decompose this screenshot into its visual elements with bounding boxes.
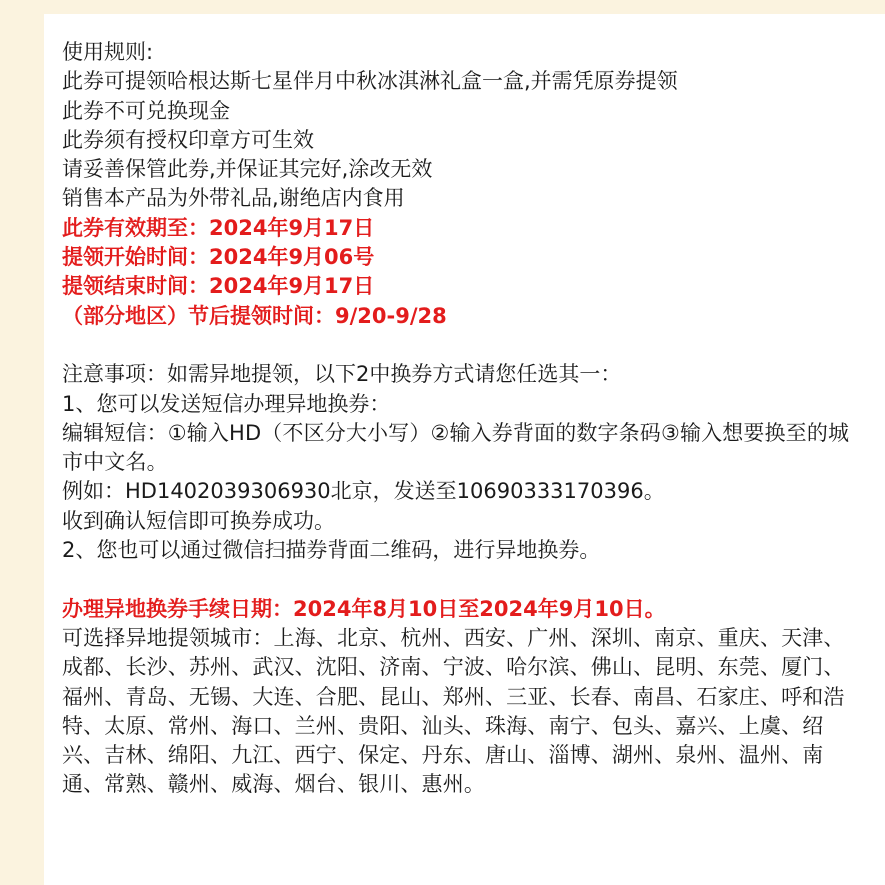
rule-item: 请妥善保管此券,并保证其完好,涂改无效: [62, 157, 433, 182]
rule-item: 此券可提领哈根达斯七星伴月中秋冰淇淋礼盒一盒,并需凭原券提领: [62, 69, 678, 94]
pickup-end-date: 提领结束时间：2024年9月17日: [62, 274, 375, 299]
wechat-option: 2、您也可以通过微信扫描券背面二维码，进行异地换券。: [62, 538, 601, 563]
rule-item: 此券不可兑换现金: [62, 98, 230, 123]
exchange-city-list: 可选择异地提领城市：上海、北京、杭州、西安、广州、深圳、南京、重庆、天津、成都、长沙、苏州、武汉、沈阳、济南、宁波、哈尔滨、佛山、昆明、东莞、厦门、福州、青岛、无锡、大连、合肥、昆山、郑州、三亚、长春、南昌、石家庄、呼和浩特、太原、常州、海口、兰州、贵阳、汕头、珠海、南宁、包头、嘉兴、上虞、绍兴、吉林、绵阳、九江、西宁、保定、丹东、唐山、淄博、湖州、泉州、温州、南通、常熟、赣州、威海、烟台、银川、惠州。: [62, 625, 845, 797]
rules-heading: 使用规则:: [62, 40, 154, 64]
coupon-terms: [62, 38, 862, 800]
validity-date: 此券有效期至：2024年9月17日: [62, 215, 375, 240]
sms-confirmation: 收到确认短信即可换券成功。: [62, 508, 335, 533]
rule-item: 此券须有授权印章方可生效: [62, 127, 314, 152]
notes-heading: 注意事项：如需异地提领，以下2中换券方式请您任选其一：: [62, 362, 622, 387]
rule-item: 销售本产品为外带礼品,谢绝店内食用: [62, 186, 405, 211]
sms-instructions: 编辑短信：①输入HD（不区分大小写）②输入券背面的数字条码③输入想要换至的城市中文名。: [62, 420, 850, 475]
spacer: [62, 565, 862, 594]
spacer: [62, 331, 862, 360]
sms-option: 1、您可以发送短信办理异地换券：: [62, 391, 391, 416]
exchange-dates: 办理异地换券手续日期：2024年8月10日至2024年9月10日。: [62, 596, 666, 621]
holiday-pickup-period: （部分地区）节后提领时间：9/20-9/28: [62, 303, 447, 328]
pickup-start-date: 提领开始时间：2024年9月06号: [62, 245, 375, 270]
sms-example: 例如：HD1402039306930北京，发送至10690333170396。: [62, 479, 665, 504]
